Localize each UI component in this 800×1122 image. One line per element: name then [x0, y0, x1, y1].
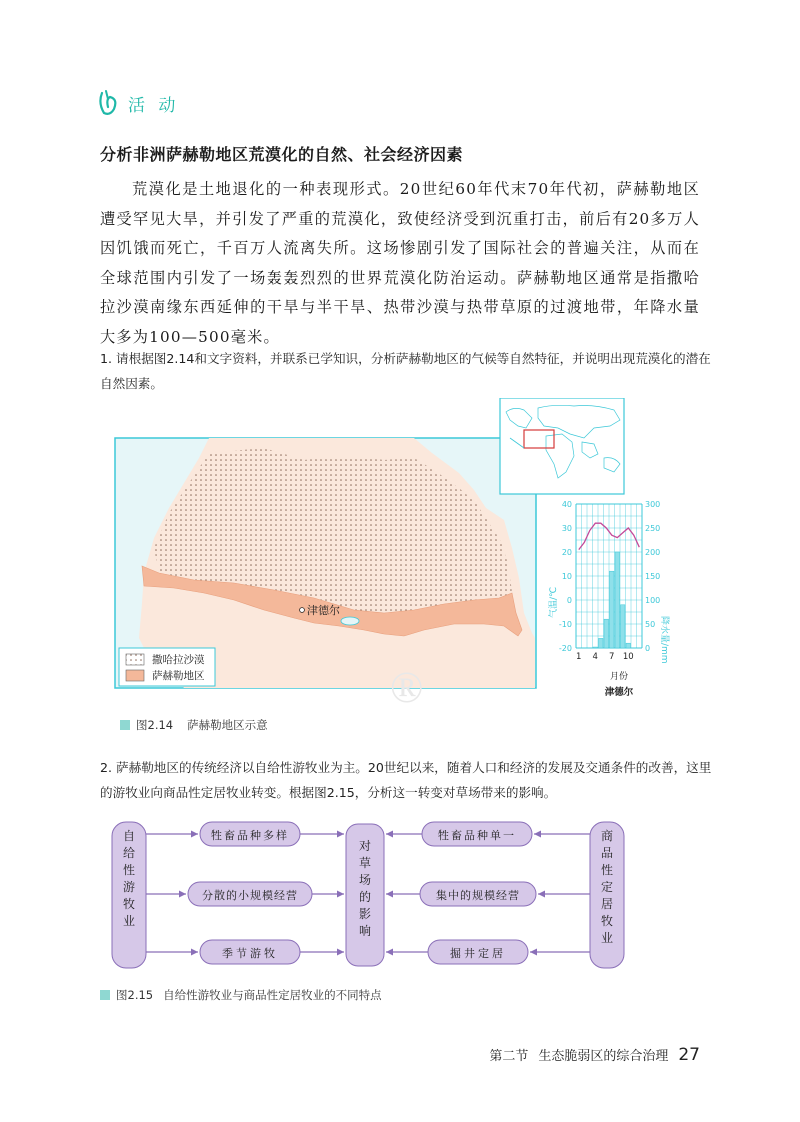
caption-text: 自给性游牧业与商品性定居牧业的不同特点 [163, 988, 382, 1002]
precip-tick: 100 [645, 596, 661, 605]
right-row-2 [420, 882, 536, 906]
right-row-1 [422, 822, 532, 846]
climate-chart [547, 500, 671, 698]
precip-tick: 200 [645, 548, 661, 557]
precip-bar [626, 643, 631, 648]
caption-number: 图2.15 [116, 988, 154, 1002]
temp-tick: 30 [561, 524, 572, 533]
legend-sahara-label: 撒哈拉沙漠 [152, 654, 205, 666]
right-item-1: 牲畜品种单一 [438, 829, 516, 842]
temp-tick: -10 [558, 620, 572, 629]
left-row-1 [200, 822, 300, 846]
left-item-3: 季节游牧 [222, 947, 278, 960]
precip-bar [593, 647, 598, 648]
month-tick: 7 [609, 652, 615, 662]
temp-tick: -20 [558, 644, 572, 653]
precip-bar [610, 571, 615, 648]
month-tick: 10 [622, 652, 634, 662]
page-footer [489, 1045, 700, 1065]
city-label: 津德尔 [307, 604, 340, 617]
city-marker [300, 608, 305, 613]
left-box [112, 822, 146, 968]
activity-label: 活 动 [128, 95, 180, 116]
precip-tick: 300 [645, 500, 661, 509]
right-box [590, 822, 624, 968]
footer-title: 生态脆弱区的综合治理 [538, 1049, 669, 1064]
legend-sahara-swatch [126, 654, 144, 665]
precip-bar [599, 638, 604, 648]
precip-tick: 50 [645, 620, 656, 629]
caption-2-15 [100, 987, 382, 1003]
figure-2-15 [110, 820, 630, 980]
legend-sahel-label: 萨赫勒地区 [152, 670, 205, 682]
station-name: 津德尔 [604, 687, 634, 698]
caption-2-14 [120, 717, 268, 733]
x-axis-label: 月份 [609, 672, 629, 682]
lake-chad [341, 617, 359, 625]
precip-axis-label: 降水量/mm [659, 616, 669, 664]
caption-text: 萨赫勒地区示意 [187, 718, 268, 732]
inset-map-frame [500, 398, 624, 494]
temp-axis-label: 气温/℃ [549, 586, 559, 618]
precip-tick: 0 [645, 644, 651, 653]
month-tick: 1 [576, 652, 582, 662]
temp-tick: 20 [561, 548, 572, 557]
footer-section: 第二节 [489, 1049, 529, 1064]
precip-tick: 150 [645, 572, 661, 581]
activity-header [96, 88, 179, 118]
question-2: 2. 萨赫勒地区的传统经济以自给性游牧业为主。20世纪以来，随着人口和经济的发展及交通条件的改善，这里的游牧业向商品性定居牧业转变。根据图2.15，分析这一转变对草场带来的影响。 [100, 760, 712, 800]
precip-bar [604, 619, 609, 648]
caption-marker [120, 720, 130, 730]
temp-tick: 40 [561, 500, 572, 509]
right-item-3: 掘井定居 [450, 947, 506, 960]
left-box-label: 自给性游牧业 [122, 829, 136, 928]
legend-sahel-swatch [126, 670, 144, 681]
precip-bar [621, 605, 626, 648]
right-row-3 [428, 940, 528, 964]
left-item-1: 牲畜品种多样 [211, 829, 289, 842]
precip-tick: 250 [645, 524, 661, 533]
caption-number: 图2.14 [136, 718, 174, 732]
activity-title: 分析非洲萨赫勒地区荒漠化的自然、社会经济因素 [100, 145, 464, 164]
right-box-label: 商品性定居牧业 [600, 829, 614, 945]
watermark: ® [390, 663, 424, 712]
right-item-2: 集中的规模经营 [436, 889, 520, 902]
left-item-2: 分散的小规模经营 [202, 889, 298, 902]
activity-icon [96, 89, 122, 117]
left-row-2 [188, 882, 312, 906]
intro-paragraph: 荒漠化是土地退化的一种表现形式。20世纪60年代末70年代初，萨赫勒地区遭受罕见大旱，并引发了严重的荒漠化，致使经济受到沉重打击，前后有20多万人因饥饿而死亡，千百万人流离失所。这场惨剧引发了国际社会的普遍关注，从而在全球范围内引发了一场轰轰烈烈的世界荒漠化防治运动。萨赫勒地区通常是指撒哈拉沙漠南缘东西延伸的干旱与半干旱、热带沙漠与热带草原的过渡地带，年降水量大多为100—500毫米。 [100, 180, 700, 346]
month-tick: 4 [592, 652, 598, 662]
left-row-3 [200, 940, 300, 964]
center-box-label: 对草场的影响 [358, 839, 372, 938]
temp-tick: 0 [566, 596, 572, 605]
question-1: 1. 请根据图2.14和文字资料，并联系已学知识，分析萨赫勒地区的气候等自然特征，并说明出现荒漠化的潜在自然因素。 [100, 351, 711, 391]
page-number: 27 [678, 1045, 700, 1065]
temp-tick: 10 [561, 572, 572, 581]
caption-marker [100, 990, 110, 1000]
precip-bar [615, 552, 620, 648]
